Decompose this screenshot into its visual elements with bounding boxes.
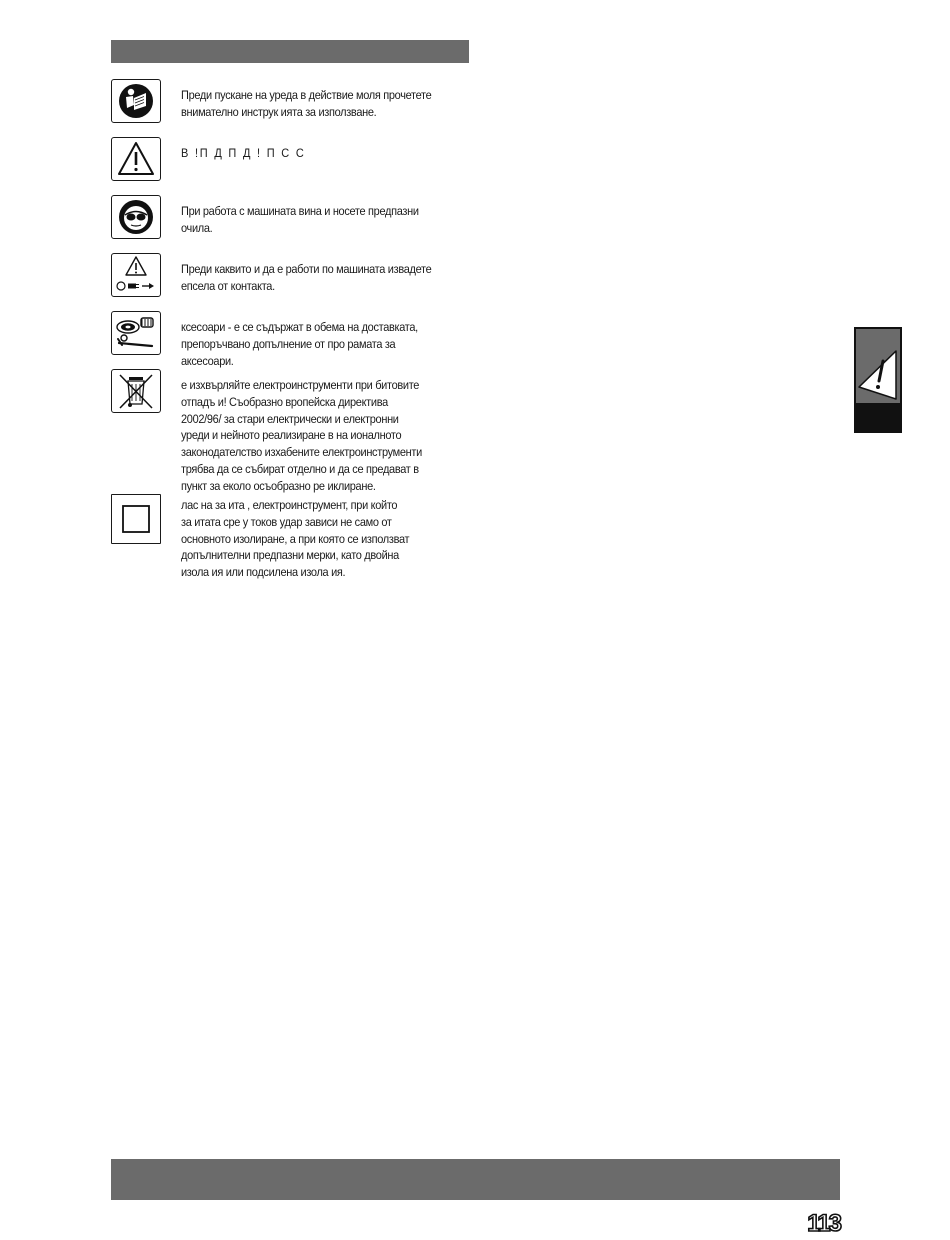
text-line: допълнителни предпазни мерки, като двойна [181,548,399,563]
page-number: 113 [807,1210,840,1237]
safety-goggles-icon [111,195,161,239]
text-line: аксесоари. [181,353,234,368]
text-line: препоръчвано допълнение от про рамата за [181,336,396,351]
read-manual-icon [111,79,161,123]
warning-triangle-icon [111,137,161,181]
text-line: При работа с машината вина и носете предпазни [181,204,419,218]
text-line: очила. [181,220,213,235]
symbol-description [181,497,442,581]
accessories-icon [111,311,161,355]
text-line: В !П Д П Д ! П С С [181,146,306,160]
side-tab-panel [856,329,900,403]
text-line: Преди каквито и да е работи по машината извадете [181,262,432,276]
footer-bar [111,1159,840,1200]
symbol-description [181,87,442,121]
text-line: епсела от контакта. [181,278,275,293]
text-line: лас на за ита , електроинструмент, при който [181,498,398,512]
symbol-description [181,145,442,162]
symbol-description [181,319,442,369]
section-side-tab [854,327,902,433]
text-line: законодателство изхабените електроинструменти [181,445,422,460]
text-line: пункт за еколо осъобразно ре иклиране. [181,478,376,493]
class-ii-double-square-icon [111,494,161,544]
text-line: изола ия или подсилена изола ия. [181,565,346,580]
section-header-bar [111,40,469,63]
crossed-bin-icon [111,369,161,413]
text-line: трябва да се събират отделно и да се предават в [181,461,419,476]
text-line: внимателно инструк ията за използване. [181,104,377,119]
symbol-description [181,261,442,295]
unplug-warning-icon [111,253,161,297]
text-line: 2002/96/ за стари електрически и електронни [181,411,399,426]
symbol-description [181,203,442,237]
text-line: за итата сре у токов удар зависи не само от [181,514,392,529]
text-line: е изхвърляйте електроинструменти при битовите [181,378,420,392]
text-line: отпадъ и! Съобразно вропейска директива [181,394,388,409]
text-line: Преди пускане на уреда в действие моля прочетете [181,88,432,102]
text-line: основното изолиране, а при която се използват [181,531,410,546]
text-line: уреди и нейното реализиране в на ионалното [181,428,402,443]
text-line: ксесоари - е се съдържат в обема на доставката, [181,320,418,334]
symbol-description [181,377,442,495]
exclamation-triangle-icon [856,329,900,403]
